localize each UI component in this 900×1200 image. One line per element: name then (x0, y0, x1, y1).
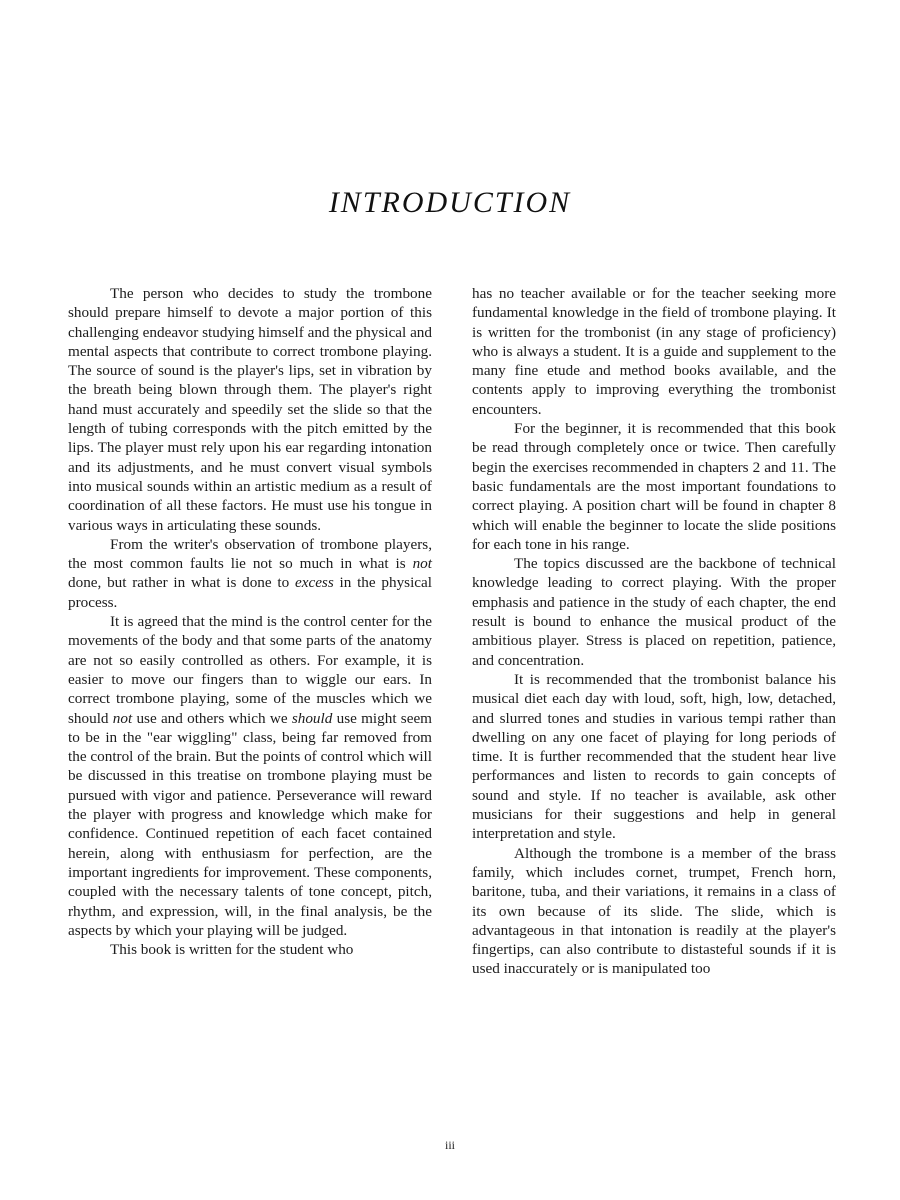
emphasis: not (112, 709, 133, 727)
emphasis: excess (294, 574, 334, 592)
text-run: It is agreed that the mind is the control center for the movements of the body and that some parts of the anatomy are not so easily controlled as others. For example, it is easier to move our fingers than to wiggle our ears. In correct trombone playing, some of the muscles which we should (68, 613, 432, 727)
page-number: iii (444, 1138, 455, 1152)
right-text-column (472, 284, 836, 979)
paragraph (68, 612, 432, 940)
paragraph: Although the trombone is a member of the brass family, which includes cornet, trumpet, French horn, baritone, tuba, and their variations, it remains in a class of its own because of its slide. The slide, which is advantageous in that intonation is readily at the player's fingertips, can also contribute to distasteful sounds if it is used inaccurately or is manipulated too (472, 844, 836, 978)
text-run: use might seem to be in the "ear wiggling" class, being far removed from the control of the brain. But the points of control which will be discussed in this treatise on trombone playing must be pursued with vigor and patience. Perseverance will reward the player with progress and knowledge which make for confidence. Continued repetition of each facet contained herein, along with enthusiasm for perfection, are the important ingredients for improvement. These components, coupled with the necessary talents of tone concept, pitch, rhythm, and expression, will, in the final analysis, be the aspects by which your playing will be judged. (68, 709, 432, 939)
paragraph (68, 535, 432, 612)
text-run: in the physical process. (68, 574, 433, 611)
paragraph: For the beginner, it is recommended that this book be read through completely once or twice. Then carefully begin the exercises recommended in chapters 2 and 11. The basic fundamentals are the most important foundations to correct playing. A position chart will be found in chapter 8 which will enable the beginner to locate the slide positions for each tone in his range. (472, 420, 836, 553)
paragraph: This book is written for the student who (110, 941, 354, 959)
page-title: INTRODUCTION (328, 186, 572, 219)
paragraph: The topics discussed are the backbone of technical knowledge leading to correct playing. With the proper emphasis and patience in the study of each chapter, the end result is bound to enhance the musical product of the ambitious player. Stress is placed on repetition, patience, and concentration. (472, 555, 836, 669)
text-run: use and others which we (132, 709, 292, 727)
text-run: From the writer's observation of trombone players, the most common faults lie not so much in what is (68, 535, 432, 573)
text-run: done, but rather in what is done to (68, 574, 295, 592)
paragraph: has no teacher available or for the teacher seeking more fundamental knowledge in the field of trombone playing. It is written for the trombonist (in any stage of proficiency) who is always a student. It is a guide and supplement to the many fine etude and method books available, and the contents apply to improving everything the trombonist encounters. (472, 285, 836, 418)
paragraph: It is recommended that the trombonist balance his musical diet each day with loud, soft, high, low, detached, and slurred tones and studies in various tempi rather than dwelling on any one facet of playing for long periods of time. It is further recommended that the student hear live performances and listen to records to gain concepts of sound and style. If no teacher is available, ask other musicians for their suggestions and help in general interpretation and style. (472, 670, 836, 843)
emphasis: should (291, 709, 333, 727)
left-text-column (68, 284, 432, 959)
paragraph: The person who decides to study the trombone should prepare himself to devote a major portion of this challenging endeavor studying himself and the physical and mental aspects that contribute to correct trombone playing. The source of sound is the player's lips, set in vibration by the breath being blown through them. The player's right hand must accurately and speedily set the slide so that the length of tubing corresponds with the pitch emitted by the lips. The player must rely upon his ear regarding intonation and its adjustments, and he must convert visual symbols into musical sounds within an artistic medium as a result of coordination of all these factors. He must use his tongue in various ways in articulating these sounds. (68, 285, 432, 534)
emphasis: not (412, 555, 432, 573)
